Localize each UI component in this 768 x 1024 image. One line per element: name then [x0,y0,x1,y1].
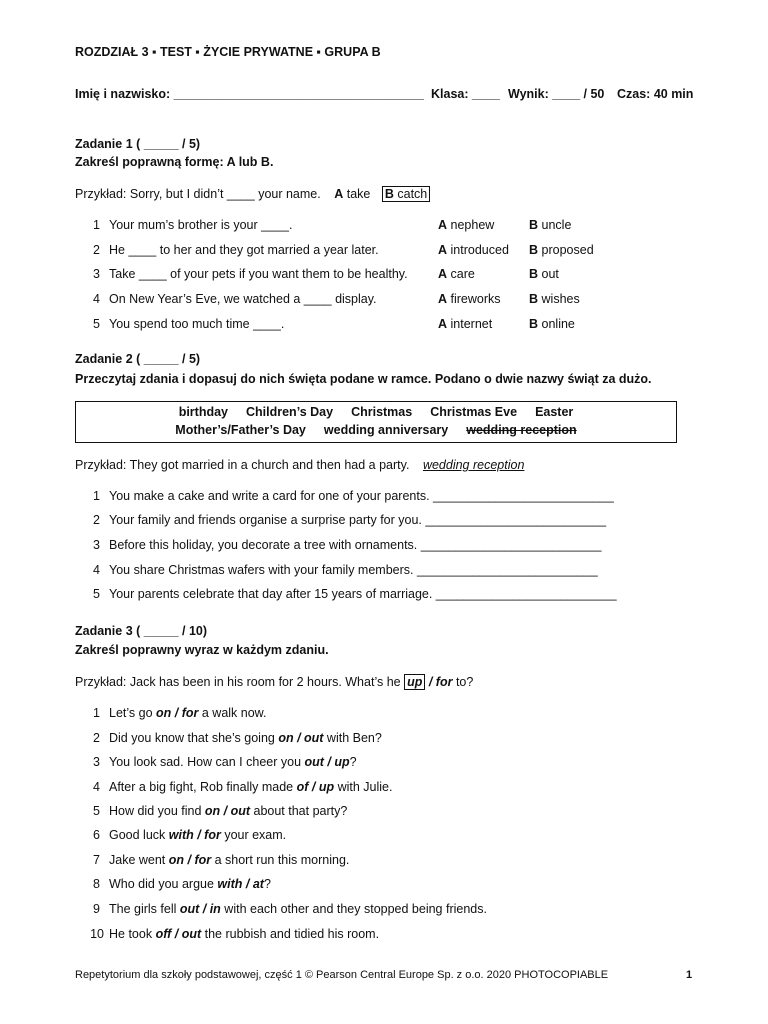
task2-example-answer: wedding reception [422,458,525,472]
time-label: Czas: 40 min [617,87,694,101]
task3-title: Zadanie 3 ( _____ / 10) [75,624,208,638]
option-letter: A [438,218,448,232]
item-number: 3 [93,267,100,281]
option-letter: B [529,267,539,281]
task1-instruction: Zakreśl poprawną formę: A lub B. [75,155,274,169]
item-text: He ____ to her and they got married a year later. [109,243,379,257]
option-a[interactable] [438,317,492,331]
choice-options[interactable]: on / out [278,731,324,745]
option-letter: A [438,243,448,257]
option-text: wishes [541,292,580,306]
choice-options[interactable]: with / for [168,828,221,842]
task3-example-text: Przykład: Jack has been in his room for 2 hours. What’s he [75,675,405,689]
sentence-end: ? [349,755,357,769]
option-b[interactable] [529,267,559,281]
item-number: 3 [93,755,100,769]
option-text: introduced [450,243,509,257]
sentence-start: He took [109,927,156,941]
task3-item [0,780,768,798]
option-a[interactable] [438,243,509,257]
sentence-end: with Julie. [334,780,393,794]
task1-item [0,243,768,261]
item-sentence [109,804,347,818]
word-box-word: wedding anniversary [323,423,449,437]
item-number: 2 [93,731,100,745]
task3-example-circled: up [404,674,425,690]
option-text: fireworks [450,292,501,306]
choice-options[interactable]: on / out [204,804,251,818]
item-number: 1 [93,706,100,720]
item-number: 2 [93,513,100,527]
task3-item [0,731,768,749]
item-number: 10 [90,927,104,941]
task1-title: Zadanie 1 ( _____ / 5) [75,137,201,151]
word-box-crossed-word: wedding reception [466,423,577,437]
task2-example [75,458,524,472]
task3-item [0,902,768,920]
word-box-word: Easter [535,405,574,419]
item-text: Take ____ of your pets if you want them to be healthy. [109,267,408,281]
choice-options[interactable]: with / at [217,877,264,891]
choice-options[interactable]: out / up [304,755,350,769]
choice-options[interactable]: on / for [168,853,212,867]
option-b[interactable] [529,292,580,306]
word-box-word: Mother’s/Father’s Day [175,423,306,437]
page-title: ROZDZIAŁ 3 ▪ TEST ▪ ŻYCIE PRYWATNE ▪ GRUPA B [75,45,381,59]
task1-item [0,218,768,236]
word-box-line-2 [76,423,676,437]
item-number: 6 [93,828,100,842]
word-box-line-1 [76,405,676,419]
task1-item [0,292,768,310]
task2-example-text: Przykład: They got married in a church and then had a party. [75,458,410,472]
sentence-end: your exam. [220,828,287,842]
task1-item [0,317,768,335]
item-text: On New Year’s Eve, we watched a ____ display. [109,292,377,306]
sentence-end: the rubbish and tidied his room. [201,927,380,941]
item-text[interactable]: Your parents celebrate that day after 15 years of marriage. __________________________ [109,587,617,601]
sentence-start: Jake went [109,853,169,867]
option-text: care [450,267,475,281]
class-field[interactable]: Klasa: ____ [431,87,500,101]
score-field[interactable]: Wynik: ____ / 50 [508,87,605,101]
item-number: 1 [93,218,100,232]
task2-item [0,538,768,556]
task3-item [0,853,768,871]
sentence-end: with Ben? [323,731,382,745]
option-a[interactable] [438,267,475,281]
task3-instruction: Zakreśl poprawny wyraz w każdym zdaniu. [75,643,329,657]
option-b[interactable] [529,243,594,257]
option-text: out [541,267,559,281]
sentence-end: a walk now. [198,706,267,720]
task2-item [0,587,768,605]
option-a[interactable] [438,218,494,232]
item-number: 4 [93,292,100,306]
task3-item [0,706,768,724]
task1-example-a-text: take [346,187,371,201]
choice-options[interactable]: out / in [179,902,221,916]
option-text: online [541,317,575,331]
sentence-start: Good luck [109,828,169,842]
task2-instruction: Przeczytaj zdania i dopasuj do nich święta podane w ramce. Podano o dwie nazwy świąt za dużo. [75,372,652,386]
sentence-start: The girls fell [109,902,180,916]
sentence-end: with each other and they stopped being friends. [220,902,487,916]
task3-example-other-choice: / for [425,675,453,689]
option-text: nephew [450,218,495,232]
item-sentence [109,877,271,891]
word-box [75,401,677,443]
option-text: proposed [541,243,594,257]
page-number: 1 [686,969,693,981]
sentence-start: Let’s go [109,706,157,720]
sentence-start: How did you find [109,804,205,818]
task1-example-answer-box: B catch [382,186,430,202]
option-letter: A [438,267,448,281]
sentence-end: a short run this morning. [211,853,350,867]
sentence-end: ? [263,877,271,891]
choice-options[interactable]: on / for [156,706,199,720]
item-text[interactable]: You share Christmas wafers with your family members. __________________________ [109,563,598,577]
item-text[interactable]: Your family and friends organise a surprise party for you. __________________________ [109,513,607,527]
item-sentence [109,853,349,867]
sentence-end: about that party? [250,804,348,818]
task2-item [0,513,768,531]
option-text: internet [450,317,493,331]
item-number: 4 [93,563,100,577]
option-b[interactable] [529,317,575,331]
task3-example-end: to? [452,675,474,689]
option-letter: B [529,317,539,331]
word-box-word: birthday [178,405,228,419]
item-number: 3 [93,538,100,552]
item-number: 5 [93,317,100,331]
item-number: 1 [93,489,100,503]
choice-options[interactable]: of / up [296,780,335,794]
sentence-start: Who did you argue [109,877,218,891]
option-b[interactable] [529,218,571,232]
option-text: uncle [541,218,572,232]
item-sentence [109,927,379,941]
task3-example [75,675,473,689]
item-text[interactable]: You make a cake and write a card for one of your parents. __________________________ [109,489,614,503]
task3-item [0,927,768,945]
item-number: 5 [93,804,100,818]
word-box-word: Children’s Day [246,405,334,419]
option-letter: A [438,317,448,331]
task1-item [0,267,768,285]
option-a[interactable] [438,292,501,306]
sentence-start: Did you know that she’s going [109,731,279,745]
word-box-word: Christmas Eve [430,405,518,419]
item-number: 5 [93,587,100,601]
task3-item [0,804,768,822]
option-letter: B [529,218,539,232]
choice-options[interactable]: off / out [155,927,202,941]
item-number: 4 [93,780,100,794]
item-sentence [109,780,392,794]
task3-item [0,828,768,846]
task2-title: Zadanie 2 ( _____ / 5) [75,352,201,366]
word-box-word: Christmas [351,405,413,419]
item-sentence [109,706,266,720]
item-number: 9 [93,902,100,916]
task3-item [0,755,768,773]
item-number: 2 [93,243,100,257]
option-letter: B [529,292,539,306]
task1-example [75,187,430,201]
task3-item [0,877,768,895]
name-field[interactable]: Imię i nazwisko: ____________________________________ [75,87,424,101]
task2-item [0,563,768,581]
option-letter: B [529,243,539,257]
sentence-start: You look sad. How can I cheer you [109,755,305,769]
sentence-start: After a big fight, Rob finally made [109,780,297,794]
item-sentence [109,755,357,769]
item-sentence [109,828,286,842]
item-text: You spend too much time ____. [109,317,285,331]
item-sentence [109,902,487,916]
task1-example-text: Przykład: Sorry, but I didn’t ____ your name. [75,187,321,201]
option-letter: A [438,292,448,306]
item-number: 8 [93,877,100,891]
item-text: Your mum’s brother is your ____. [109,218,293,232]
footer-text: Repetytorium dla szkoły podstawowej, część 1 © Pearson Central Europe Sp. z o.o. 2020 PHOTOCOPIABLE [75,969,609,981]
item-sentence [109,731,382,745]
item-text[interactable]: Before this holiday, you decorate a tree with ornaments. __________________________ [109,538,602,552]
task2-item [0,489,768,507]
task1-example-a-letter: A [334,187,344,201]
item-number: 7 [93,853,100,867]
